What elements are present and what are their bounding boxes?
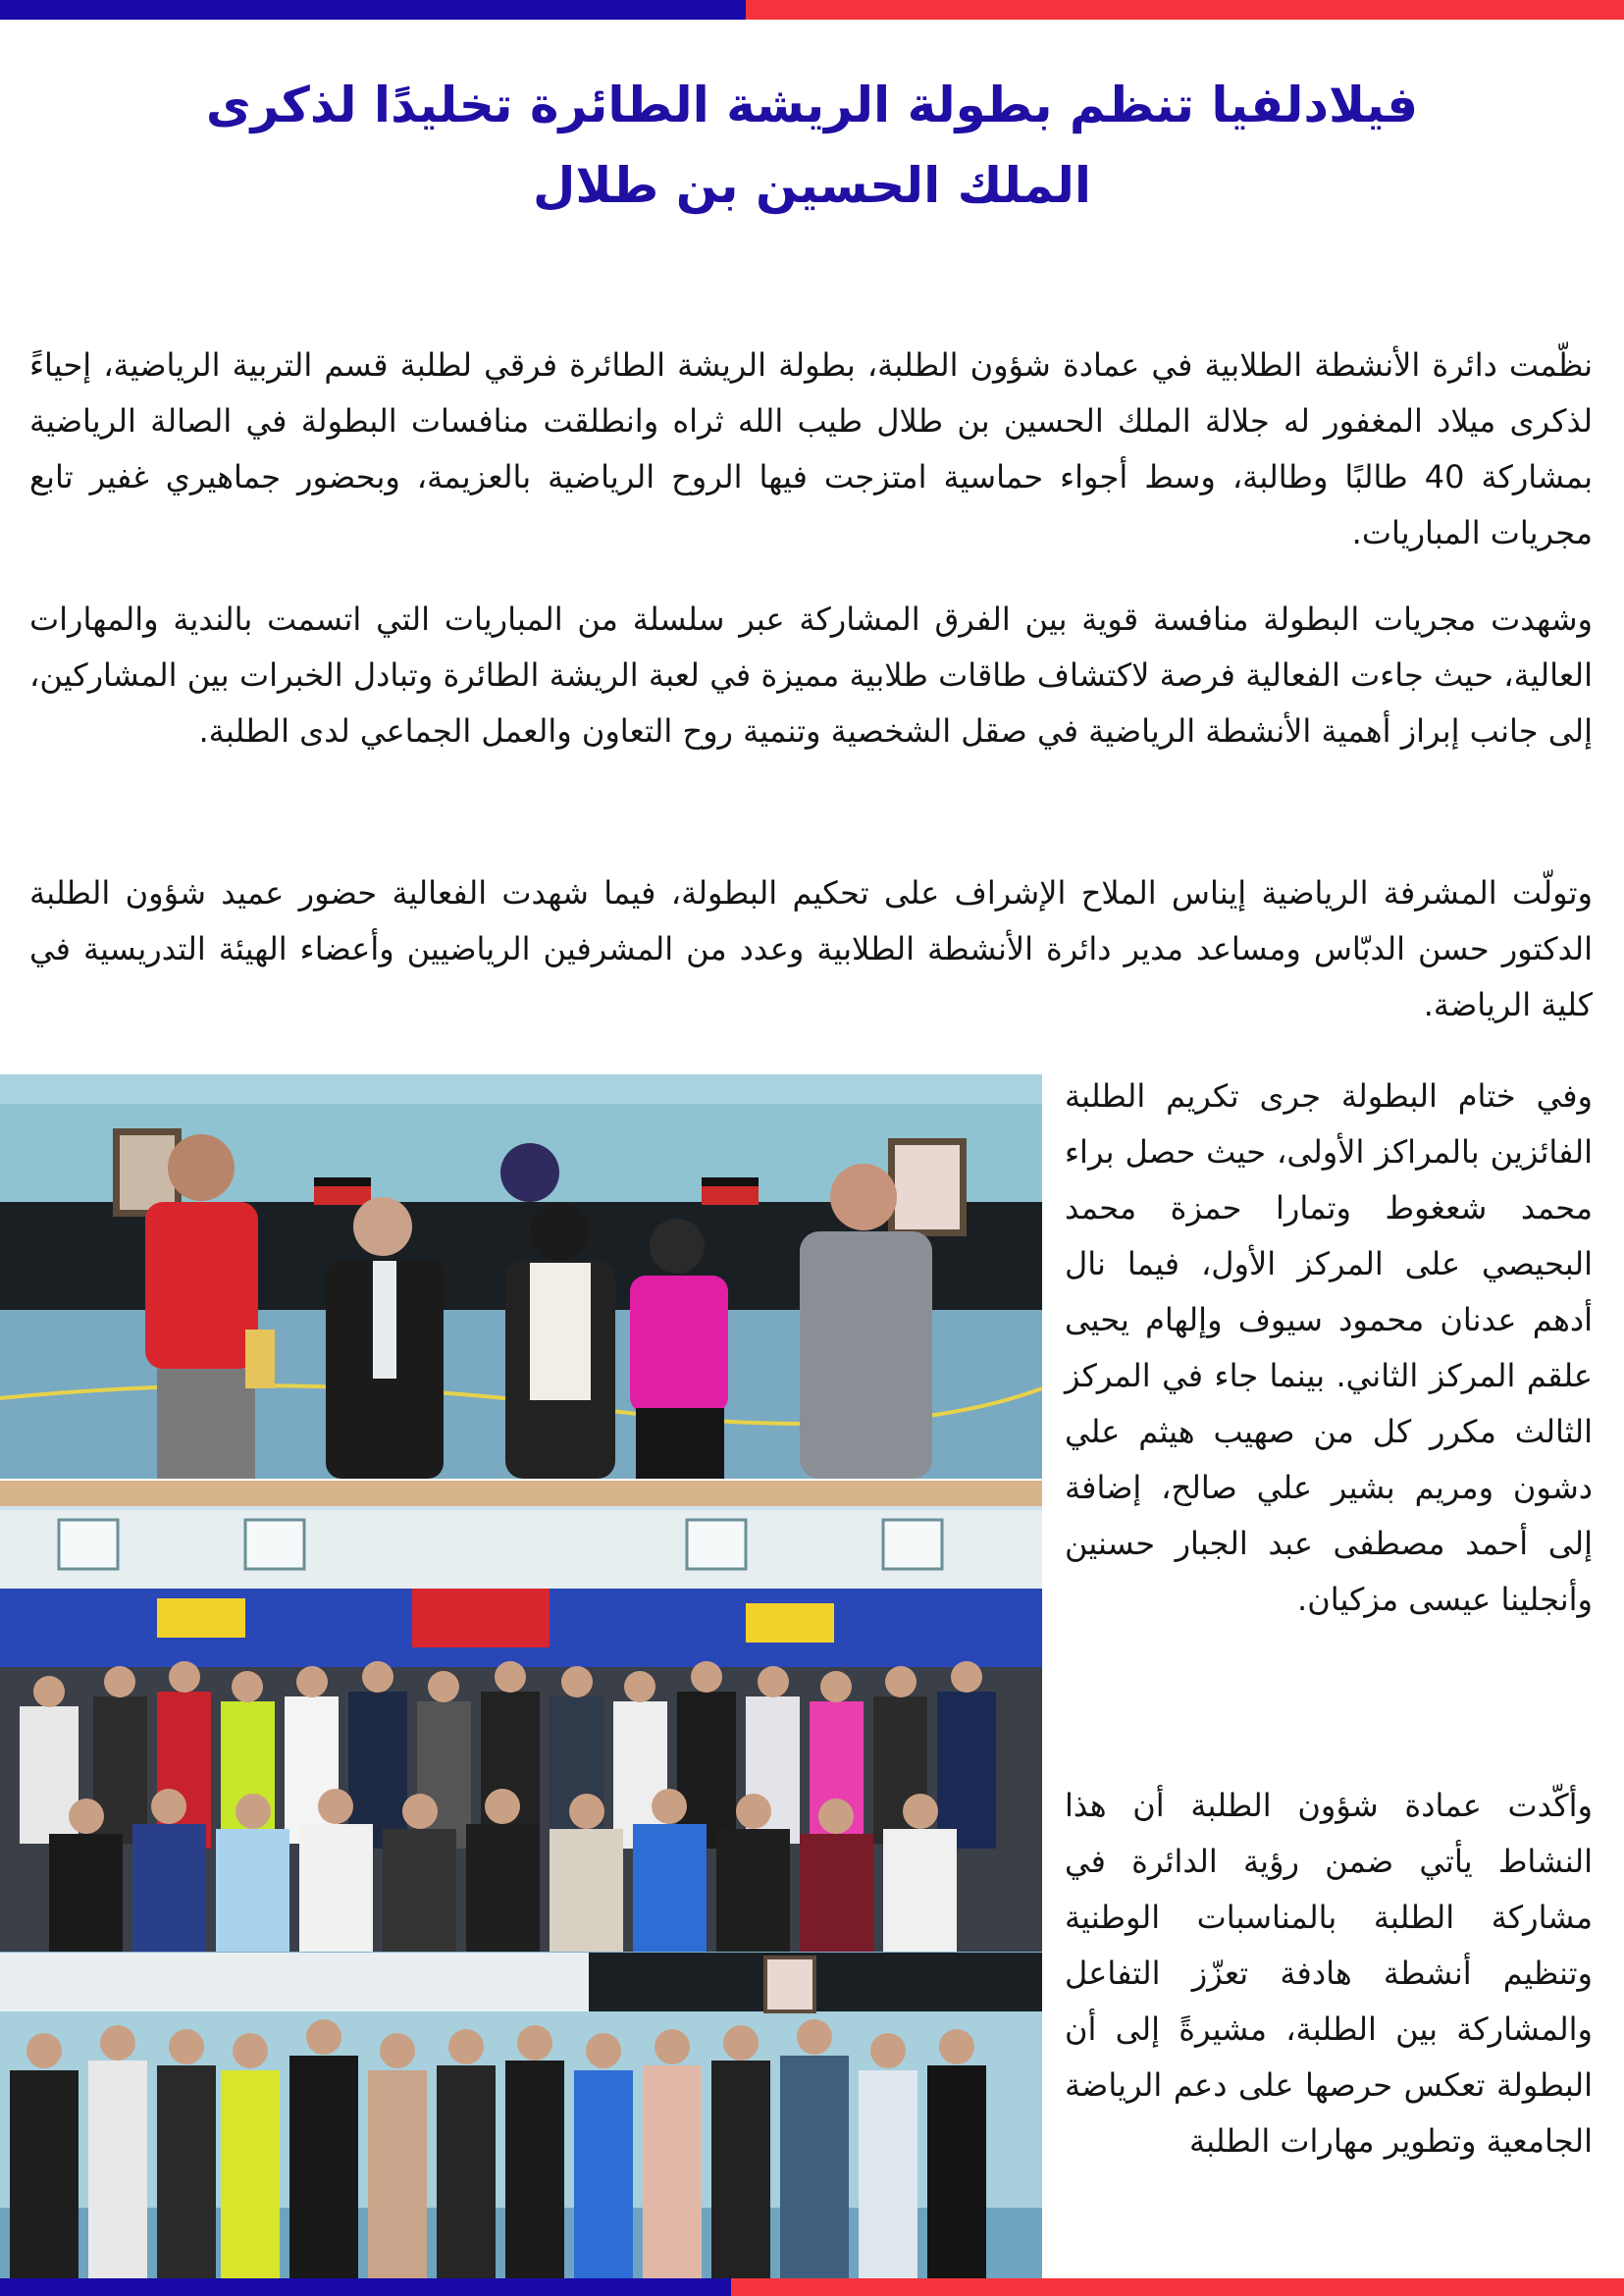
article-title-line2: الملك الحسين بن طلال xyxy=(532,157,1092,214)
accent-bar-blue-segment xyxy=(0,0,746,20)
article-title-line1: فيلادلفيا تنظم بطولة الريشة الطائرة تخليدًا لذكرى xyxy=(205,77,1419,133)
article-paragraph-1: نظّمت دائرة الأنشطة الطلابية في عمادة شؤون الطلبة، بطولة الريشة الطائرة فرقي لطلبة قسم التربية الرياضية، إحياءً لذكرى ميلاد المغفور له جلالة الملك الحسين بن طلال طيب الله ثراه وانطلقت منافسات البطولة في الصالة الرياضية بمشاركة 40 طالبًا وطالبة، وسط أجواء حماسية امتزجت فيها الروح الرياضية بالعزيمة، وبحضور جماهيري غفير تابع مجريات المباريات. xyxy=(29,346,1594,551)
group-photo-officials xyxy=(0,1953,1042,2278)
article-paragraph-2: وشهدت مجريات البطولة منافسة قوية بين الفرق المشاركة عبر سلسلة من المباريات التي اتسمت بالندية والمهارات العالية، حيث جاءت الفعالية فرصة لاكتشاف طاقات طلابية مميزة في لعبة الريشة الطائرة وتبادل الخبرات بين المشاركين، إلى جانب إبراز أهمية الأنشطة الرياضية في صقل الشخصية وتنمية روح التعاون والعمل الجماعي لدى الطلبة. xyxy=(29,600,1593,750)
top-accent-bar xyxy=(0,0,1624,20)
article-paragraph-5: وأكّدت عمادة شؤون الطلبة أن هذا النشاط يأتي ضمن رؤية الدائرة في مشاركة الطلبة بالمناسبات الوطنية وتنظيم أنشطة هادفة تعزّز التفاعل والمشاركة بين الطلبة، مشيرةً إلى أن البطولة تعكس حرصها على دعم الرياضة الجامعية وتطوير مهارات الطلبة xyxy=(1065,1787,1593,2160)
accent-bar-red-segment xyxy=(731,2278,1624,2296)
accent-bar-blue-segment xyxy=(0,2278,731,2296)
award-ceremony-photo xyxy=(0,1074,1042,1479)
article-paragraph-3: وتولّت المشرفة الرياضية إيناس الملاح الإشراف على تحكيم البطولة، فيما شهدت الفعالية حضور عميد شؤون الطلبة الدكتور حسن الدبّاس ومساعد مدير دائرة الأنشطة الطلابية وعدد من المشرفين الرياضيين وأعضاء الهيئة التدريسية في كلية الرياضة. xyxy=(29,874,1593,1023)
accent-bar-red-segment xyxy=(746,0,1624,20)
article-paragraph-4: وفي ختام البطولة جرى تكريم الطلبة الفائزين بالمراكز الأولى، حيث حصل براء محمد شعغوط وتمارا حمزة محمد البحيصي على المركز الأول، فيما نال أدهم عدنان محمود سيوف وإلهام يحيى علقم المركز الثاني. بينما جاء في المركز الثالث مكرر كل من صهيب هيثم علي دشون ومريم بشير علي صالح، إضافة إلى أحمد مصطفى عبد الجبار حسنين وأنجلينا عيسى مزكيان. xyxy=(1065,1077,1593,1618)
article-title xyxy=(118,65,1506,226)
bottom-accent-bar xyxy=(0,2278,1624,2296)
